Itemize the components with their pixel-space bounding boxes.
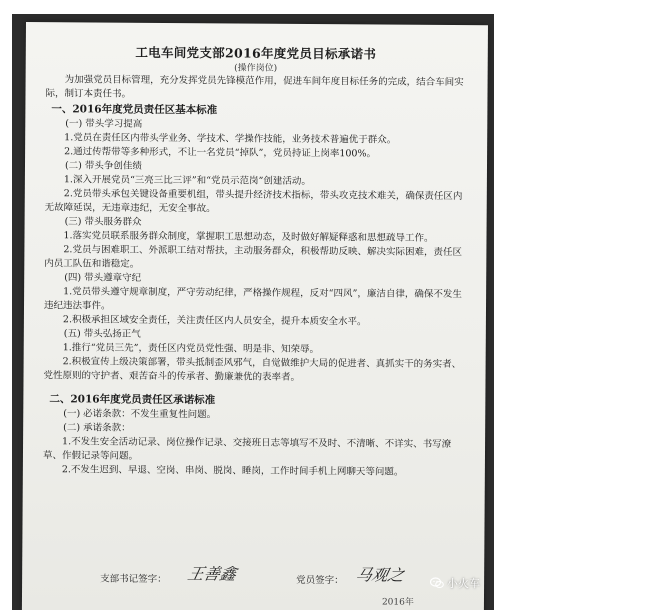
s1-group2-item1: 1.深入开展党员“三亮三比三评”和“党员示范岗”创建活动。 bbox=[63, 174, 311, 187]
branch-secretary-signature: 王善鑫 bbox=[185, 564, 239, 584]
s1-group4-item1: 1.党员带头遵守规章制度，严守劳动纪律，严格操作规程，反对“四风”，廉洁自律，确保不发生违纪违法事件。 bbox=[43, 286, 462, 312]
s2-group2-heading: (二) 承诺条款： bbox=[63, 422, 131, 434]
s1-group4-item2: 2.积极承担区域安全责任，关注责任区内人员安全，提升本质安全水平。 bbox=[62, 314, 367, 328]
branch-secretary-label: 支部书记签字： bbox=[100, 573, 167, 585]
intro-paragraph: 为加强党员目标管理，充分发挥党员先锋模范作用，促进车间年度目标任务的完成，结合车间实际，制订本责任书。 bbox=[45, 74, 464, 100]
document-photo bbox=[12, 14, 494, 610]
s1-group1-item2: 2.通过传帮带等多种形式，不让一名党员“掉队”，党员持证上岗率100%。 bbox=[64, 146, 377, 160]
wechat-icon bbox=[430, 577, 444, 589]
document-date: 2016年 bbox=[381, 597, 414, 608]
s1-group3-item1: 1.落实党员联系服务群众制度，掌握职工思想动态，及时做好解疑释惑和思想疏导工作。 bbox=[63, 230, 434, 244]
s1-group1-item1: 1.党员在责任区内带头学业务、学技术、学操作技能，业务技术普遍优于群众。 bbox=[64, 132, 397, 146]
s1-group4-heading: (四) 带头遵章守纪 bbox=[64, 272, 142, 284]
watermark bbox=[430, 575, 480, 591]
member-signature: 马观之 bbox=[353, 565, 407, 585]
s1-group5-item2: 2.积极宣传上级决策部署，带头抵制歪风邪气，自觉做维护大局的促进者、真抓实干的务实者、党性原则的守护者、艰苦奋斗的传承者、勤廉兼优的表率者。 bbox=[43, 356, 462, 383]
paper-sheet bbox=[22, 22, 488, 610]
member-label: 党员签字： bbox=[296, 574, 344, 587]
document-subtitle: (操作岗位) bbox=[234, 63, 278, 74]
s1-group2-heading: (二) 带头争创佳绩 bbox=[64, 160, 142, 172]
s2-group2-item1: 1.不发生安全活动记录、岗位操作记录、交接班日志等填写不及时、不清晰、不详实、书写潦草、作假记录等问题。 bbox=[42, 436, 452, 462]
watermark-text: 小火车 bbox=[447, 577, 480, 590]
section2-heading: 二、2016年度党员责任区承诺标准 bbox=[49, 393, 216, 407]
signature-line bbox=[100, 561, 460, 594]
s1-group5-heading: (五) 带头弘扬正气 bbox=[63, 328, 141, 340]
s1-group5-item1: 1.推行“党员三先”，责任区内党员党性强、明是非、知荣辱。 bbox=[62, 342, 320, 356]
s1-group3-item2: 2.党员与困难职工、外派职工结对帮扶，主动服务群众，积极帮助反映、解决实际困难，责任区内员工队伍和谐稳定。 bbox=[44, 244, 463, 270]
s1-group2-item2: 2.党员带头承包关键设备重要机组，带头提升经济技术指标，带头攻克技术难关，确保责任区内无故障延误，无违章违纪，无安全事故。 bbox=[44, 188, 463, 215]
s2-group2-item2: 2.不发生迟到、早退、空岗、串岗、脱岗、睡岗，工作时间手机上网聊天等问题。 bbox=[61, 464, 404, 478]
s1-group3-heading: (三) 带头服务群众 bbox=[64, 216, 142, 228]
document-body bbox=[43, 44, 466, 480]
s2-group1-heading: (一) 必诺条款：不发生重复性问题。 bbox=[63, 408, 217, 421]
document-title: 工电车间党支部2016年度党员目标承诺书 bbox=[135, 44, 377, 62]
s1-group1-heading: (一) 带头学习提高 bbox=[65, 118, 143, 130]
section1-heading: 一、2016年度党员责任区基本标准 bbox=[51, 103, 218, 117]
